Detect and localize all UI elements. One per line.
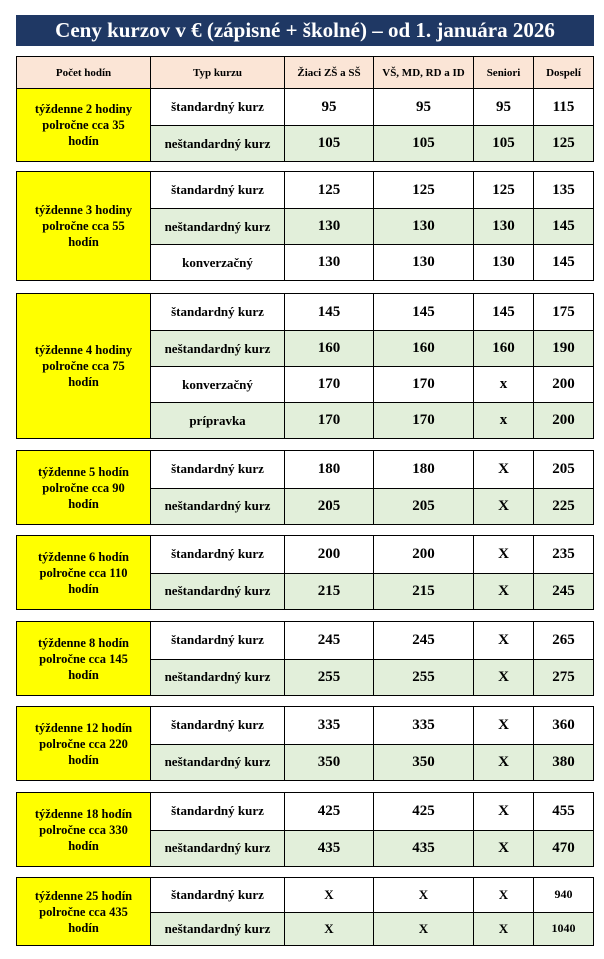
price-adults: 360 — [534, 707, 593, 744]
price-pupils: 425 — [285, 793, 374, 830]
course-type: neštandardný kurz — [151, 209, 285, 244]
table-row — [151, 89, 593, 125]
weekly-hours: týždenne 25 hodín — [34, 888, 133, 903]
price-adults: 470 — [534, 831, 593, 867]
price-university: 350 — [374, 745, 474, 781]
table-row — [151, 912, 593, 946]
course-type: štandardný kurz — [151, 878, 285, 912]
price-university: 205 — [374, 489, 474, 525]
header-university: VŠ, MD, RD a ID — [374, 57, 474, 88]
price-seniors: X — [474, 451, 534, 488]
price-seniors: 95 — [474, 89, 534, 125]
price-adults: 275 — [534, 660, 593, 696]
price-adults: 380 — [534, 745, 593, 781]
weekly-hours: týždenne 6 hodín — [38, 549, 129, 564]
header-adults: Dospelí — [534, 57, 593, 88]
table-row — [151, 707, 593, 744]
price-adults: 265 — [534, 622, 593, 659]
course-type: štandardný kurz — [151, 622, 285, 659]
price-adults: 115 — [534, 89, 593, 125]
course-type: štandardný kurz — [151, 451, 285, 488]
semester-hours: polročne cca 110 hodín — [39, 565, 128, 596]
semester-hours: polročne cca 330 hodín — [39, 822, 128, 853]
price-university: 130 — [374, 209, 474, 244]
price-pupils: 435 — [285, 831, 374, 867]
semester-hours: polročne cca 220 hodín — [39, 736, 128, 767]
hours-label — [17, 707, 151, 780]
price-pupils: X — [285, 913, 374, 946]
course-type: štandardný kurz — [151, 294, 285, 330]
weekly-hours: týždenne 8 hodín — [38, 635, 129, 650]
course-type: neštandardný kurz — [151, 574, 285, 610]
price-adults: 200 — [534, 403, 593, 438]
price-pupils: 105 — [285, 126, 374, 161]
course-group — [16, 621, 594, 696]
price-university: 435 — [374, 831, 474, 867]
table-row — [151, 172, 593, 208]
price-university: 170 — [374, 367, 474, 402]
price-university: 200 — [374, 536, 474, 573]
table-row — [151, 878, 593, 912]
price-university: 130 — [374, 245, 474, 280]
price-adults: 125 — [534, 126, 593, 161]
price-pupils: 205 — [285, 489, 374, 525]
price-university: 215 — [374, 574, 474, 610]
price-seniors: x — [474, 367, 534, 402]
weekly-hours: týždenne 2 hodiny — [34, 102, 133, 116]
semester-hours: polročne cca 90 hodín — [42, 480, 125, 511]
table-row — [151, 208, 593, 244]
price-university: 255 — [374, 660, 474, 696]
price-university: 125 — [374, 172, 474, 208]
table-row — [151, 744, 593, 781]
price-pupils: 245 — [285, 622, 374, 659]
price-adults: 245 — [534, 574, 593, 610]
table-row — [151, 294, 593, 330]
price-pupils: 350 — [285, 745, 374, 781]
course-type: prípravka — [151, 403, 285, 438]
table-row — [151, 793, 593, 830]
price-pupils: 145 — [285, 294, 374, 330]
table-row — [151, 830, 593, 867]
table-row — [151, 451, 593, 488]
price-adults: 205 — [534, 451, 593, 488]
price-adults: 190 — [534, 331, 593, 366]
price-pupils: 130 — [285, 209, 374, 244]
price-seniors: 105 — [474, 126, 534, 161]
course-type: štandardný kurz — [151, 172, 285, 208]
price-adults: 1040 — [534, 913, 593, 946]
hours-label — [17, 451, 151, 524]
page-title: Ceny kurzov v € (zápisné + školné) – od 1. januára 2026 — [16, 15, 594, 46]
header-seniors: Seniori — [474, 57, 534, 88]
price-pupils: 215 — [285, 574, 374, 610]
table-row — [151, 573, 593, 610]
price-university: 160 — [374, 331, 474, 366]
course-type: štandardný kurz — [151, 707, 285, 744]
hours-label — [17, 793, 151, 866]
course-type: neštandardný kurz — [151, 745, 285, 781]
price-pupils: 130 — [285, 245, 374, 280]
price-pupils: 125 — [285, 172, 374, 208]
table-row — [151, 622, 593, 659]
course-type: konverzačný — [151, 367, 285, 402]
weekly-hours: týždenne 5 hodín — [38, 464, 129, 479]
header-pupils: Žiaci ZŠ a SŠ — [285, 57, 374, 88]
price-pupils: 160 — [285, 331, 374, 366]
table-header — [16, 56, 594, 89]
price-university: X — [374, 913, 474, 946]
price-university: 245 — [374, 622, 474, 659]
course-group — [16, 88, 594, 162]
price-adults: 235 — [534, 536, 593, 573]
price-adults: 145 — [534, 245, 593, 280]
semester-hours: polročne cca 75 hodín — [42, 359, 125, 389]
price-adults: 200 — [534, 367, 593, 402]
price-pupils: X — [285, 878, 374, 912]
hours-label — [17, 89, 151, 161]
price-seniors: X — [474, 745, 534, 781]
table-row — [151, 125, 593, 161]
price-adults: 135 — [534, 172, 593, 208]
price-university: 145 — [374, 294, 474, 330]
hours-label — [17, 536, 151, 609]
table-row — [151, 659, 593, 696]
price-pupils: 200 — [285, 536, 374, 573]
course-type: neštandardný kurz — [151, 831, 285, 867]
course-type: neštandardný kurz — [151, 126, 285, 161]
price-seniors: X — [474, 660, 534, 696]
course-type: štandardný kurz — [151, 536, 285, 573]
price-seniors: 160 — [474, 331, 534, 366]
price-seniors: x — [474, 403, 534, 438]
price-adults: 940 — [534, 878, 593, 912]
price-pupils: 170 — [285, 367, 374, 402]
hours-label — [17, 294, 151, 438]
table-row — [151, 244, 593, 280]
price-seniors: X — [474, 913, 534, 946]
price-pupils: 335 — [285, 707, 374, 744]
price-university: 180 — [374, 451, 474, 488]
table-row — [151, 402, 593, 438]
price-university: 105 — [374, 126, 474, 161]
weekly-hours: týždenne 12 hodín — [34, 720, 133, 735]
price-adults: 225 — [534, 489, 593, 525]
hours-label — [17, 172, 151, 280]
course-type: neštandardný kurz — [151, 913, 285, 946]
price-seniors: 130 — [474, 209, 534, 244]
weekly-hours: týždenne 3 hodiny — [34, 203, 133, 217]
semester-hours: polročne cca 145 hodín — [39, 651, 128, 682]
weekly-hours: týždenne 4 hodiny — [34, 343, 133, 357]
price-adults: 175 — [534, 294, 593, 330]
price-university: 425 — [374, 793, 474, 830]
price-adults: 145 — [534, 209, 593, 244]
course-group — [16, 171, 594, 281]
course-type: štandardný kurz — [151, 793, 285, 830]
price-seniors: X — [474, 793, 534, 830]
price-university: X — [374, 878, 474, 912]
price-seniors: 125 — [474, 172, 534, 208]
price-pupils: 170 — [285, 403, 374, 438]
price-seniors: 130 — [474, 245, 534, 280]
table-row — [151, 488, 593, 525]
course-type: neštandardný kurz — [151, 331, 285, 366]
course-group — [16, 792, 594, 867]
price-seniors: X — [474, 707, 534, 744]
semester-hours: polročne cca 435 hodín — [39, 904, 128, 935]
price-university: 170 — [374, 403, 474, 438]
course-group — [16, 450, 594, 525]
course-type: konverzačný — [151, 245, 285, 280]
course-type: štandardný kurz — [151, 89, 285, 125]
course-type: neštandardný kurz — [151, 489, 285, 525]
price-pupils: 255 — [285, 660, 374, 696]
header-hours: Počet hodín — [17, 57, 151, 88]
price-seniors: X — [474, 536, 534, 573]
table-row — [151, 366, 593, 402]
table-row — [151, 536, 593, 573]
price-pupils: 95 — [285, 89, 374, 125]
price-adults: 455 — [534, 793, 593, 830]
hours-label — [17, 622, 151, 695]
price-university: 95 — [374, 89, 474, 125]
price-seniors: X — [474, 622, 534, 659]
price-seniors: 145 — [474, 294, 534, 330]
course-group — [16, 535, 594, 610]
course-group — [16, 293, 594, 439]
price-seniors: X — [474, 831, 534, 867]
course-group — [16, 877, 594, 946]
price-pupils: 180 — [285, 451, 374, 488]
price-university: 335 — [374, 707, 474, 744]
price-seniors: X — [474, 489, 534, 525]
hours-label — [17, 878, 151, 945]
semester-hours: polročne cca 35 hodín — [42, 118, 125, 148]
header-course-type: Typ kurzu — [151, 57, 285, 88]
semester-hours: polročne cca 55 hodín — [42, 219, 125, 249]
weekly-hours: týždenne 18 hodín — [34, 806, 133, 821]
course-group — [16, 706, 594, 781]
price-seniors: X — [474, 878, 534, 912]
price-seniors: X — [474, 574, 534, 610]
table-row — [151, 330, 593, 366]
course-type: neštandardný kurz — [151, 660, 285, 696]
